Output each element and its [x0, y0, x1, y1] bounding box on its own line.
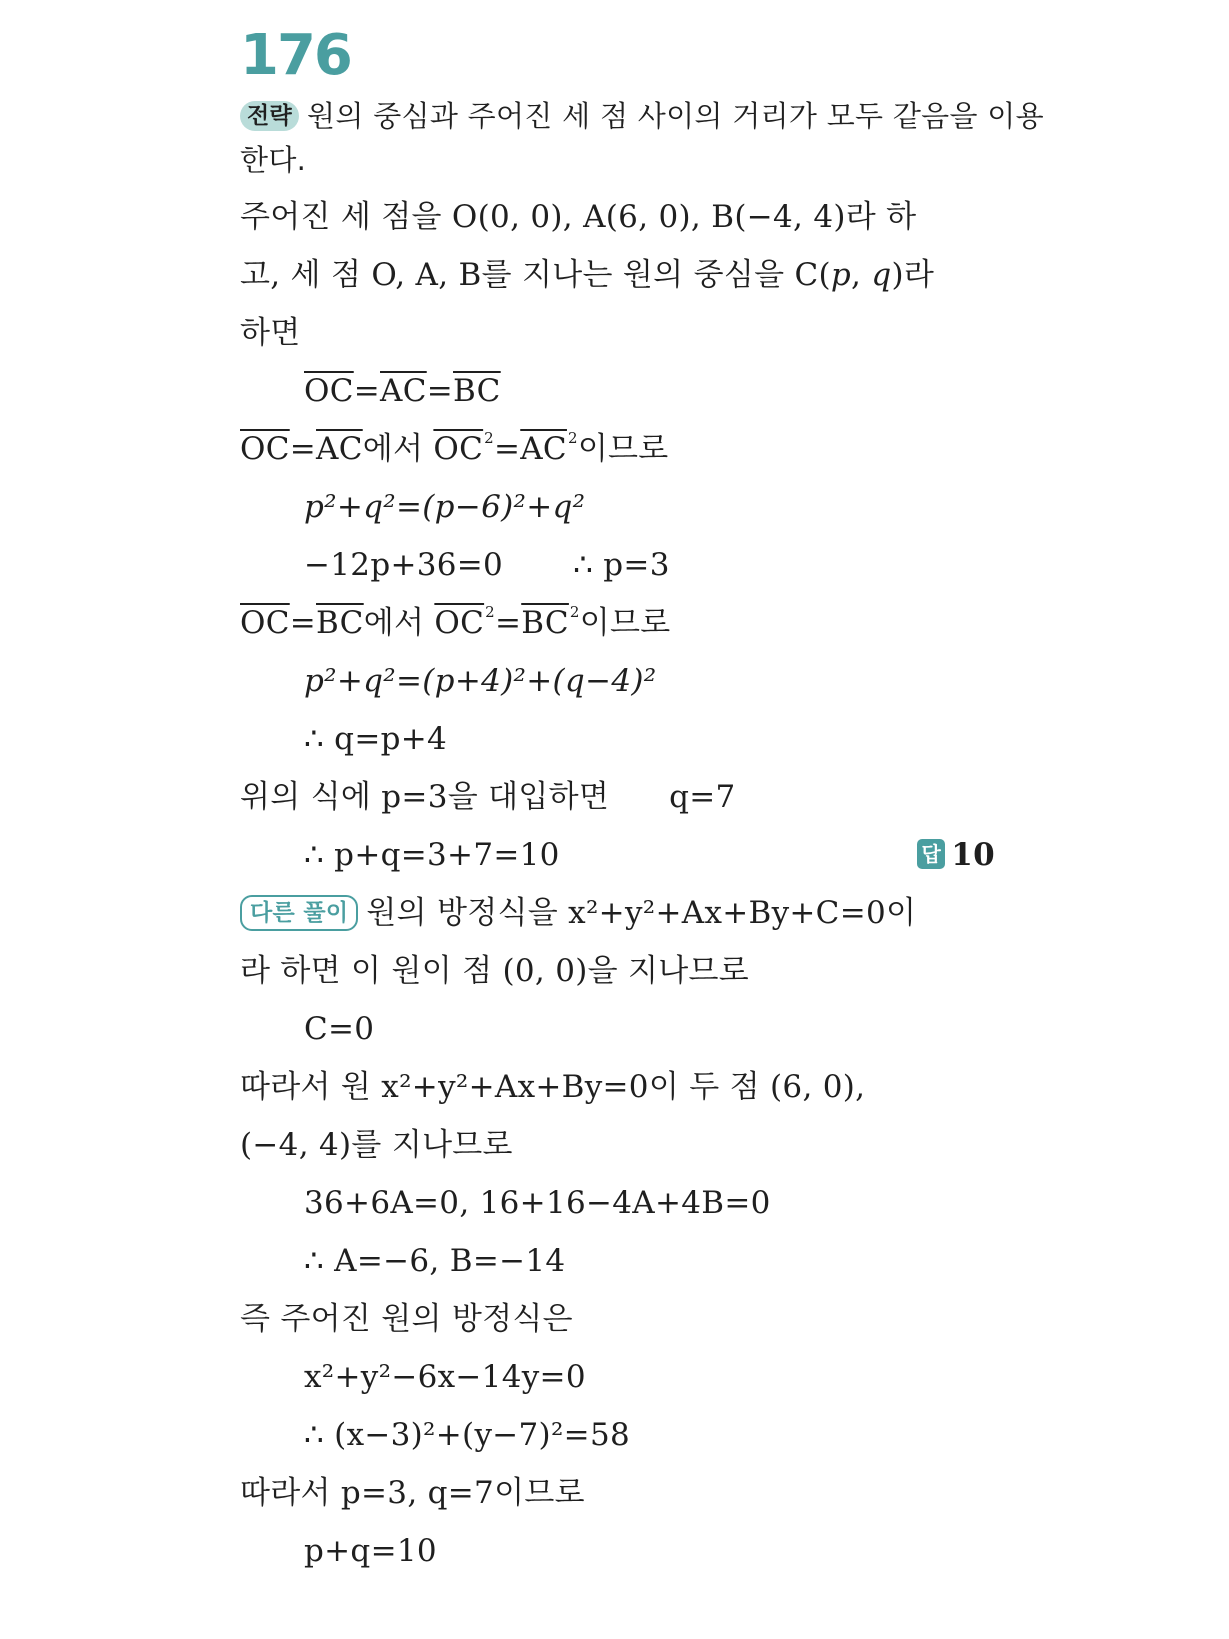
segment-oc: $\overline{OC}$	[433, 431, 484, 467]
equals: =	[289, 605, 317, 641]
exponent: 2	[569, 603, 580, 621]
equals: =	[494, 605, 522, 641]
equation-1: p²+q²=(p−6)²+q²	[304, 489, 586, 525]
segment-oc: $\overline{OC}$	[240, 431, 290, 467]
equation-2	[240, 536, 995, 594]
alt-solution-badge: 다른 풀이	[240, 895, 358, 931]
solution-line-oc-ac	[240, 420, 995, 478]
equals: =	[289, 431, 317, 467]
segment-bc: $\overline{BC}$	[521, 605, 569, 641]
problem-number: 176	[240, 23, 351, 88]
exponent: 2	[485, 603, 495, 621]
solution-line-oc-bc	[240, 594, 995, 652]
exponent: 2	[567, 429, 578, 447]
var-p: p	[830, 257, 852, 293]
segment-ac: $\overline{AC}$	[520, 431, 567, 467]
equation-result: ∴ p=3	[573, 547, 670, 583]
text-segment: 위의 식에 p=3을 대입하면	[240, 779, 610, 815]
answer	[917, 826, 995, 884]
strategy-line	[240, 94, 1044, 140]
equation-result: q=7	[669, 779, 736, 815]
solution-line-2	[240, 246, 995, 304]
text-segment: 고, 세 점 O, A, B를 지나는 원의 중심을 C(	[240, 257, 831, 293]
segment-bc: $\overline{BC}$	[453, 373, 501, 409]
alt-solution-line-3: 따라서 원 x²+y²+Ax+By=0이 두 점 (6, 0),	[240, 1069, 866, 1105]
equation-3: p²+q²=(p+4)²+(q−4)²	[304, 663, 657, 699]
equation-4: ∴ q=p+4	[304, 721, 448, 757]
segment-oc: $\overline{OC}$	[304, 373, 354, 409]
text-segment: 이므로	[579, 605, 671, 641]
alt-equation-5: ∴ (x−3)²+(y−7)²=58	[304, 1417, 630, 1453]
segment-ac: $\overline{AC}$	[380, 373, 427, 409]
text-segment: 원의 방정식을 x²+y²+Ax+By+C=0이	[366, 895, 917, 931]
alt-equation-1: C=0	[304, 1011, 375, 1047]
alt-solution-line-4: (−4, 4)를 지나므로	[240, 1127, 513, 1163]
solution-line-3: 하면	[240, 315, 301, 351]
segment-bc: $\overline{BC}$	[316, 605, 364, 641]
text-segment: 에서	[363, 605, 435, 641]
alt-equation-6: p+q=10	[304, 1533, 437, 1569]
strategy-line-2: 한다.	[240, 143, 307, 177]
alt-solution-line-2: 라 하면 이 원이 점 (0, 0)을 지나므로	[240, 953, 750, 989]
alt-equation-3: ∴ A=−6, B=−14	[304, 1243, 566, 1279]
exponent: 2	[484, 429, 494, 447]
equation-left: −12p+36=0	[304, 547, 504, 583]
strategy-badge: 전략	[240, 101, 299, 131]
equals: =	[493, 431, 521, 467]
var-q: q	[871, 257, 892, 293]
equals: =	[353, 373, 381, 409]
segment-oc: $\overline{OC}$	[434, 605, 485, 641]
equation-segments-equal	[240, 362, 995, 420]
answer-value: 10	[951, 837, 995, 873]
text-segment: ,	[851, 257, 872, 293]
solution-line-1: 주어진 세 점을 O(0, 0), A(6, 0), B(−4, 4)라 하	[240, 199, 917, 235]
alt-equation-4: x²+y²−6x−14y=0	[304, 1359, 586, 1395]
alt-solution-line-5: 즉 주어진 원의 방정식은	[240, 1301, 573, 1337]
segment-ac: $\overline{AC}$	[316, 431, 363, 467]
equation-text: ∴ p+q=3+7=10	[304, 837, 560, 873]
strategy-text-1: 원의 중심과 주어진 세 점 사이의 거리가 모두 같음을 이용	[307, 99, 1044, 133]
text-segment: 이므로	[577, 431, 669, 467]
alt-solution-line-1	[240, 884, 995, 942]
alt-equation-2: 36+6A=0, 16+16−4A+4B=0	[304, 1185, 771, 1221]
final-equation	[240, 826, 995, 884]
answer-badge: 답	[917, 839, 945, 869]
solution-line-substitute	[240, 768, 995, 826]
alt-solution-line-6: 따라서 p=3, q=7이므로	[240, 1475, 585, 1511]
text-segment: 에서	[362, 431, 434, 467]
equals: =	[426, 373, 454, 409]
text-segment: )라	[891, 257, 935, 293]
segment-oc: $\overline{OC}$	[240, 605, 290, 641]
solution-page	[240, 22, 1044, 1580]
